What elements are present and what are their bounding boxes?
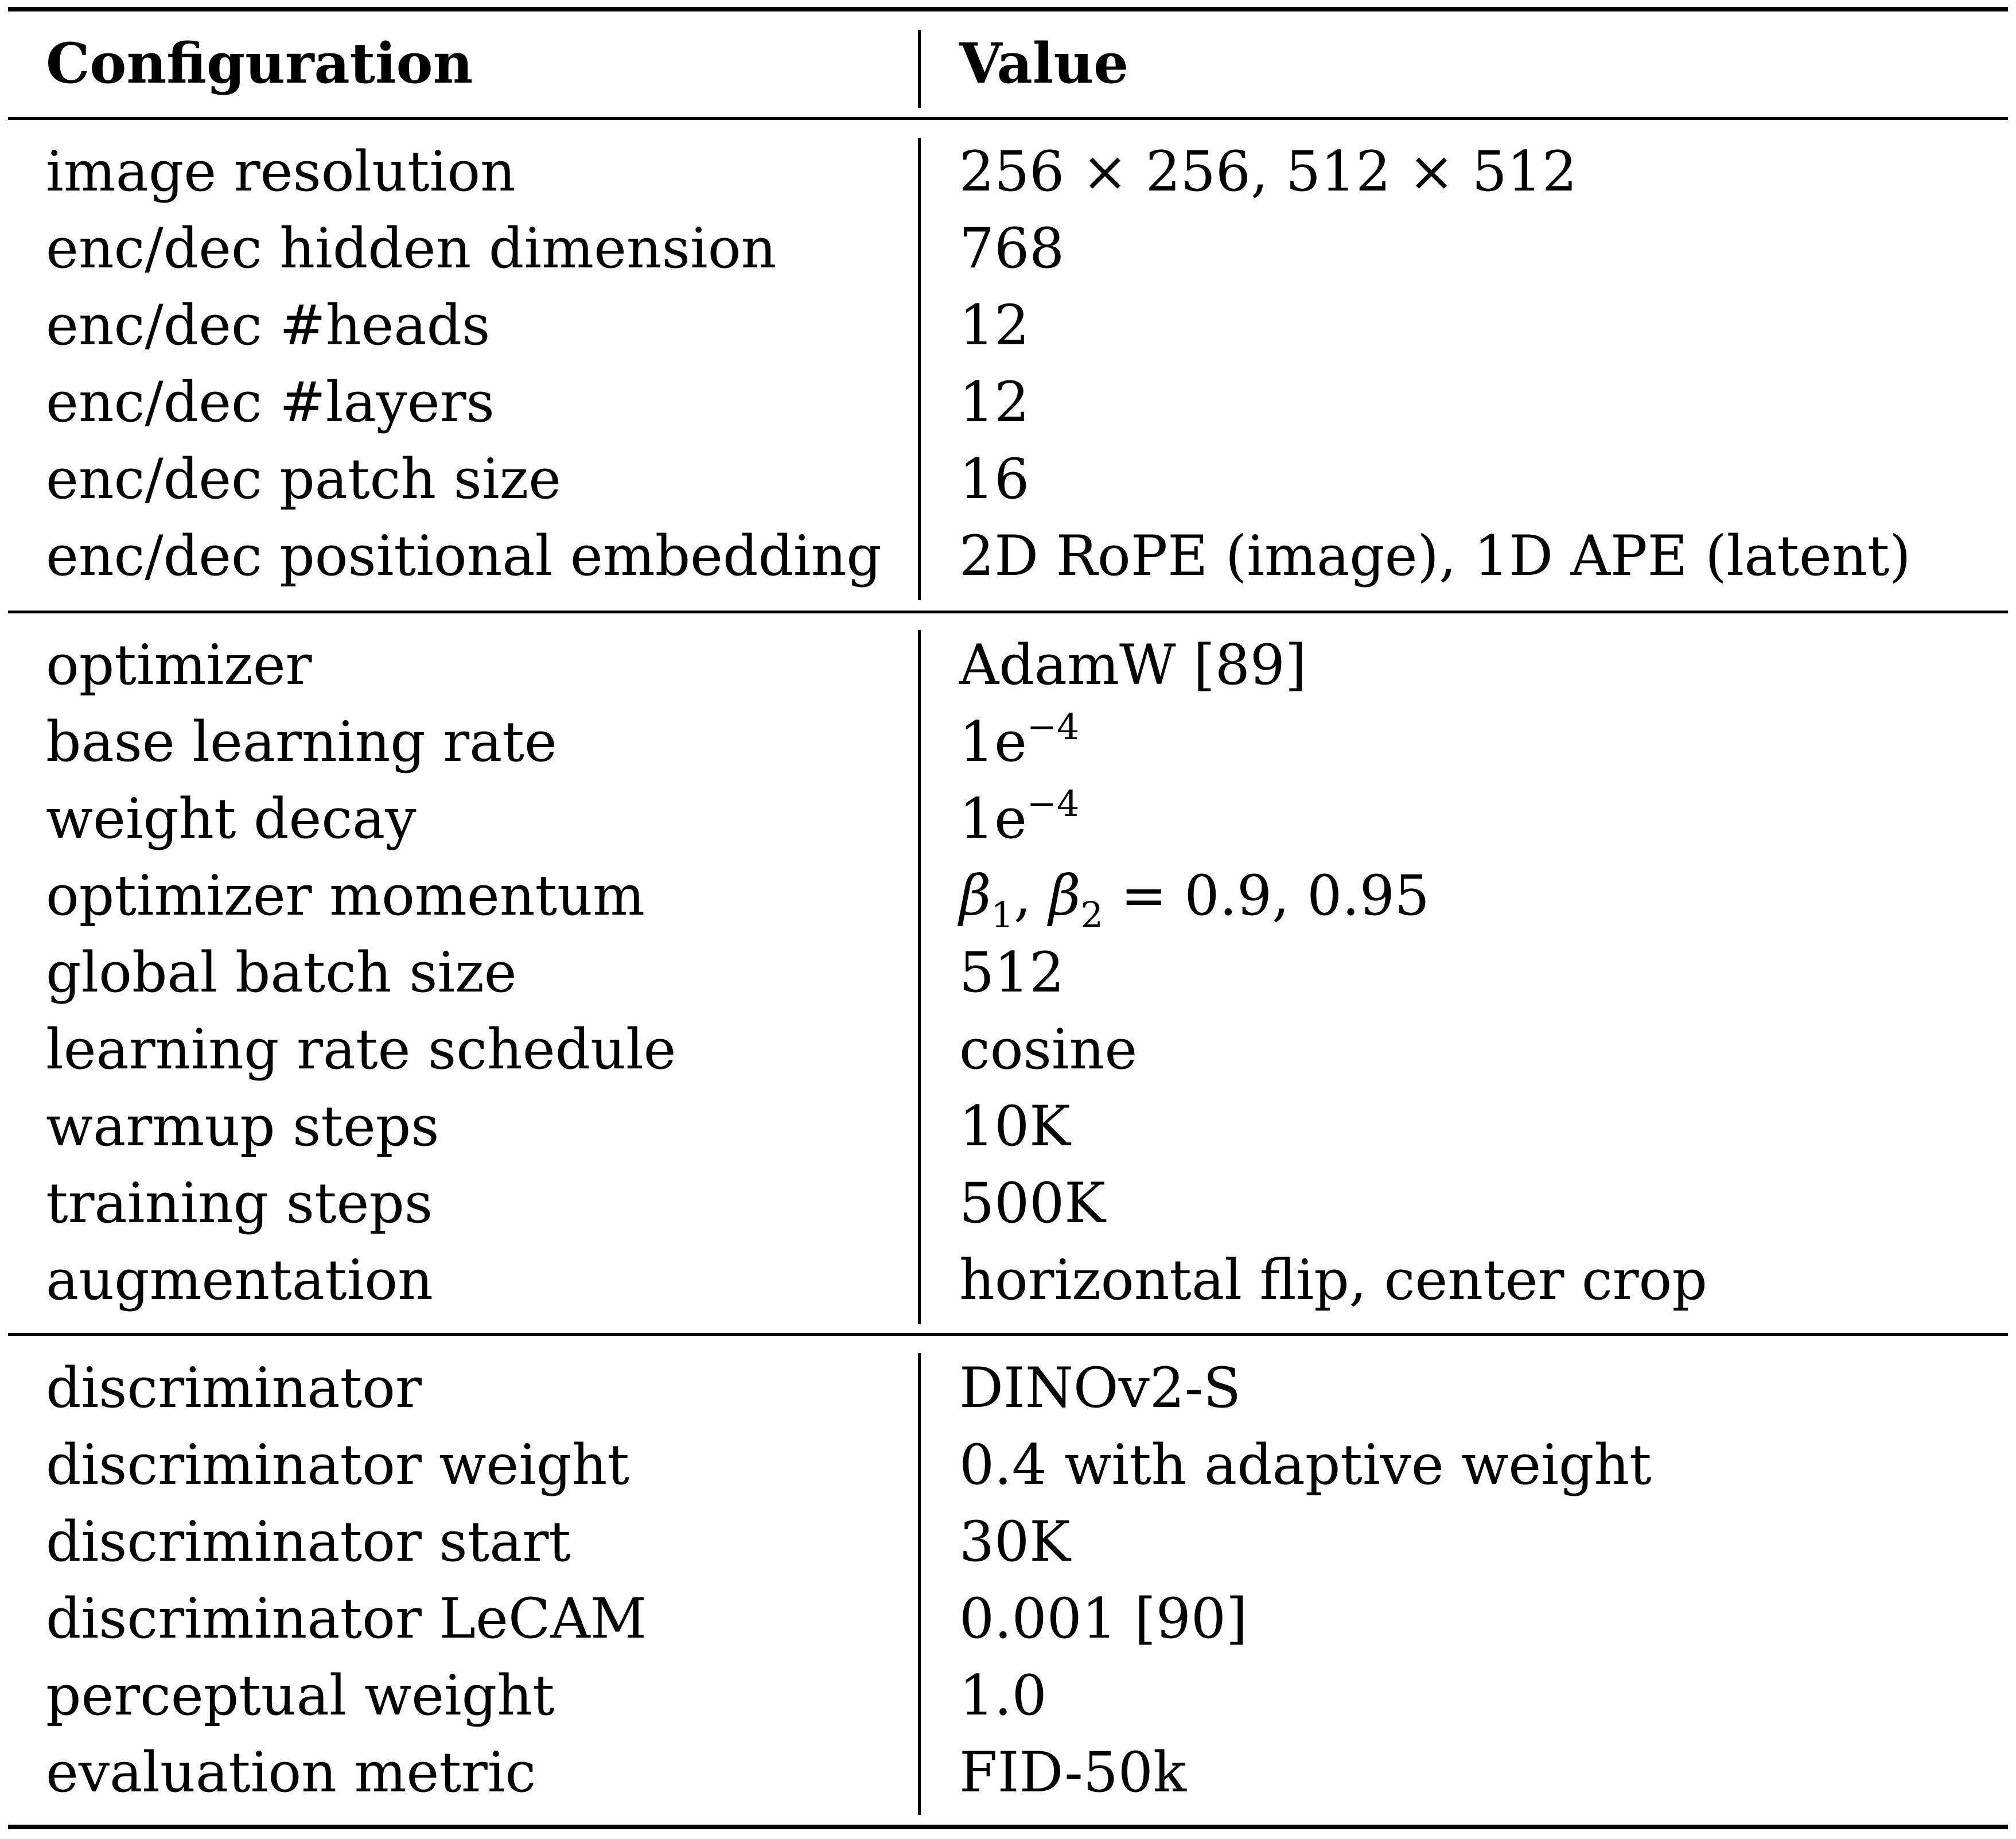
value-cell: horizontal flip, center crop: [959, 1248, 1707, 1312]
config-cell: training steps: [46, 1171, 433, 1235]
column-divider-section-1: [918, 138, 921, 600]
value-cell: 512: [959, 940, 1065, 1005]
bottom-rule: [8, 1825, 2008, 1829]
config-cell: enc/dec patch size: [46, 447, 562, 511]
value-cell: FID-50k: [959, 1740, 1187, 1805]
beta-subscript-1: 1: [991, 894, 1014, 936]
config-cell: learning rate schedule: [46, 1017, 676, 1082]
value-cell: 0.4 with adaptive weight: [959, 1433, 1652, 1497]
column-divider-header: [918, 30, 921, 108]
value-cell: 768: [959, 216, 1065, 281]
value-cell: [959, 780, 1079, 857]
config-cell: enc/dec #layers: [46, 370, 495, 434]
value-cell: 0.001 [90]: [959, 1587, 1248, 1651]
value-rest: = 0.9, 0.95: [1103, 864, 1430, 928]
value-exponent: −4: [1026, 706, 1080, 748]
top-rule: [8, 7, 2008, 11]
value-cell: 12: [959, 370, 1030, 434]
config-cell: perceptual weight: [46, 1663, 555, 1728]
value-cell: 16: [959, 447, 1030, 511]
config-cell: global batch size: [46, 940, 517, 1005]
config-cell: discriminator start: [46, 1510, 571, 1574]
value-cell: 30K: [959, 1510, 1071, 1574]
config-cell: image resolution: [46, 139, 516, 204]
section-rule-2: [8, 1333, 2008, 1336]
section-rule-1: [8, 611, 2008, 613]
value-cell: 1.0: [959, 1663, 1047, 1728]
value-cell: [959, 857, 1430, 934]
config-cell: optimizer: [46, 633, 312, 697]
config-cell: base learning rate: [46, 710, 557, 774]
config-cell: warmup steps: [46, 1094, 439, 1158]
value-cell: AdamW [89]: [959, 633, 1307, 697]
config-cell: weight decay: [46, 787, 417, 851]
value-cell: 500K: [959, 1171, 1106, 1235]
header-rule: [8, 117, 2008, 120]
config-cell: enc/dec hidden dimension: [46, 216, 777, 281]
column-divider-section-2: [918, 630, 921, 1324]
config-cell: discriminator: [46, 1356, 422, 1420]
value-exponent: −4: [1026, 783, 1080, 825]
config-cell: discriminator weight: [46, 1433, 629, 1497]
config-cell: enc/dec #heads: [46, 293, 491, 357]
value-cell: [959, 703, 1079, 780]
header-configuration: Configuration: [46, 31, 473, 96]
value-base: 1e: [959, 710, 1027, 774]
config-cell: enc/dec positional embedding: [46, 524, 882, 588]
value-cell: 12: [959, 293, 1030, 357]
value-cell: DINOv2-S: [959, 1356, 1241, 1420]
beta-subscript-2: 2: [1080, 894, 1103, 936]
value-cell: 10K: [959, 1094, 1071, 1158]
config-cell: discriminator LeCAM: [46, 1587, 647, 1651]
config-cell: evaluation metric: [46, 1740, 536, 1805]
beta-symbol: β: [959, 864, 991, 928]
beta-symbol: β: [1048, 864, 1081, 928]
comma: ,: [1013, 864, 1049, 928]
column-divider-section-3: [918, 1353, 921, 1815]
value-cell: 2D RoPE (image), 1D APE (latent): [959, 524, 1911, 588]
value-cell: 256 × 256, 512 × 512: [959, 139, 1577, 204]
config-cell: optimizer momentum: [46, 864, 645, 928]
value-base: 1e: [959, 787, 1027, 851]
config-cell: augmentation: [46, 1248, 433, 1312]
header-value: Value: [959, 31, 1129, 96]
value-cell: cosine: [959, 1017, 1138, 1082]
